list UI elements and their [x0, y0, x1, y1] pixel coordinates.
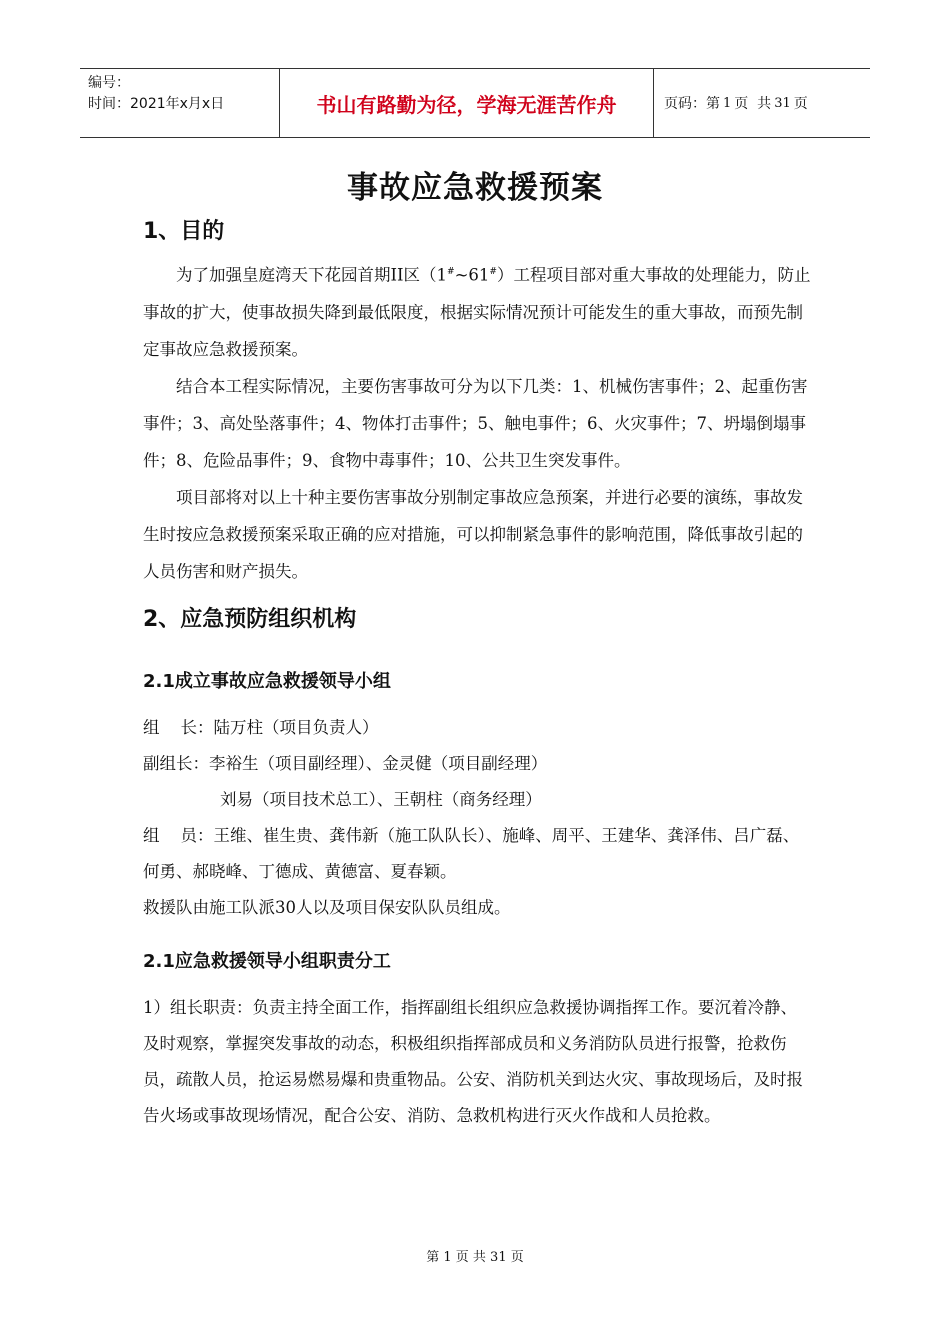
- section-2-1-heading: 2.1成立事故应急救援领导小组: [143, 670, 391, 692]
- number-label: 编号：: [88, 75, 130, 91]
- page-suffix: 页: [793, 96, 808, 112]
- section-1-paragraph-1: [143, 254, 813, 368]
- para-text: 为了加强皇庭湾天下花园首期II区（1: [176, 265, 448, 285]
- page-current: 1: [723, 95, 732, 111]
- para-text: ）工程项目部对重大事故的处理能力，防止事故的扩大，使事故损失降到最低限度，根据实际情况预计可能发生的重大事故，而预先制定事故应急救援预案。: [143, 265, 811, 359]
- section-1-paragraph-3: 项目部将对以上十种主要伤害事故分别制定事故应急预案，并进行必要的演练，事故发生时按应急救援预案采取正确的应对措施，可以抑制紧急事件的影响范围，降低事故引起的人员伤害和财产损失。: [143, 487, 803, 581]
- section-2-2-heading: 2.1应急救援领导小组职责分工: [143, 950, 391, 972]
- page-mid: 页 共: [734, 96, 772, 112]
- section-1-paragraph-2: 结合本工程实际情况，主要伤害事故可分为以下几类：1、机械伤害事件；2、起重伤害事件；3、高处坠落事件；4、物体打击事件；5、触电事件；6、火灾事件；7、坍塌倒塌事件；8、危险品事件；9、食物中毒事件；10、公共卫生突发事件。: [143, 376, 808, 470]
- deputy-line-2: 刘易（项目技术总工）、王朝柱（商务经理）: [220, 789, 542, 809]
- page-prefix: 页码：第: [664, 96, 720, 112]
- superscript: #: [447, 267, 455, 277]
- section-1-heading: 1、目的: [143, 219, 225, 244]
- rescue-team-line: 救援队由施工队派30人以及项目保安队队员组成。: [143, 897, 511, 917]
- document-title: 事故应急救援预案: [347, 170, 603, 206]
- page-total: 31: [774, 95, 791, 111]
- document-body: [143, 210, 813, 1134]
- time-label: 时间：2021年x月x日: [88, 96, 225, 112]
- members-line: 组 员：王维、崔生贵、龚伟新（施工队队长）、施峰、周平、王建华、龚泽伟、吕广磊、何勇、郝晓峰、丁德成、黄德富、夏春颖。: [143, 825, 800, 881]
- para-text: ~61: [454, 265, 490, 285]
- section-2-heading: 2、应急预防组织机构: [143, 606, 357, 632]
- leader-line: 组 长：陆万柱（项目负责人）: [143, 717, 379, 737]
- page-footer: 第 1 页 共 31 页: [426, 1250, 524, 1265]
- duty-paragraph-1: 1）组长职责：负责主持全面工作，指挥副组长组织应急救援协调指挥工作。要沉着冷静、及时观察，掌握突发事故的动态，积极组织指挥部成员和义务消防队员进行报警，抢救伤员，疏散人员，抢运易燃易爆和贵重物品。公安、消防机关到达火灾、事故现场后，及时报告火场或事故现场情况，配合公安、消防、急救机构进行灭火作战和人员抢救。: [143, 997, 803, 1125]
- header-meta-cell: [80, 69, 280, 137]
- page-indicator: [654, 69, 870, 137]
- header-table: [80, 68, 870, 138]
- deputy-line: 副组长：李裕生（项目副经理）、金灵健（项目副经理）: [143, 753, 548, 773]
- motto: 书山有路勤为径，学海无涯苦作舟: [280, 69, 654, 137]
- superscript: #: [489, 267, 497, 277]
